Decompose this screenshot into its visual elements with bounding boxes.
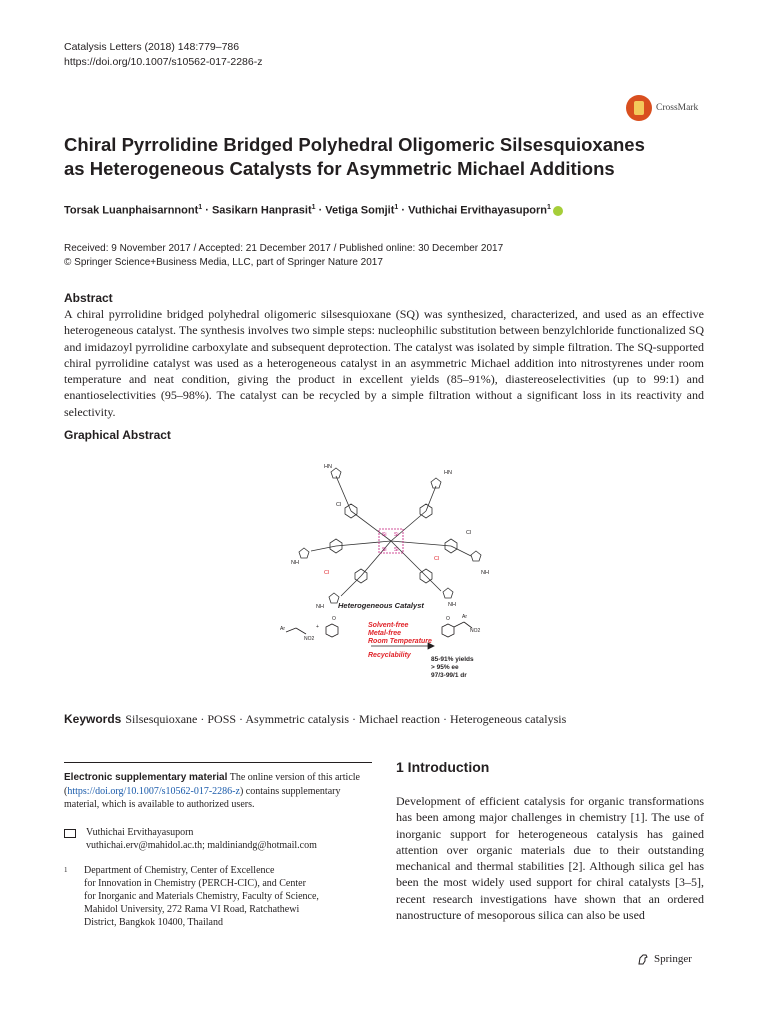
reaction-conditions — [368, 622, 432, 659]
journal-header — [64, 40, 262, 70]
esm-label: Electronic supplementary material — [64, 772, 228, 783]
svg-text:Ar: Ar — [462, 614, 467, 620]
affiliation-line: District, Bangkok 10400, Thailand — [84, 917, 223, 928]
svg-text:Si: Si — [382, 547, 387, 553]
svg-text:Cl: Cl — [336, 502, 342, 508]
affiliation-line: for Inorganic and Materials Chemistry, Faculty of Science, — [84, 891, 319, 902]
svg-text:NH: NH — [291, 560, 299, 566]
author-name: Vuthichai Ervithayasuporn — [408, 204, 548, 217]
corresponding-emails[interactable]: vuthichai.erv@mahidol.ac.th; maldiniandg@hotmail.com — [86, 840, 317, 851]
corresponding-author — [64, 826, 374, 852]
esm-doi-link[interactable]: https://doi.org/10.1007/s10562-017-2286-z — [67, 785, 240, 797]
footnote-divider — [64, 762, 372, 763]
springer-horse-icon — [636, 952, 650, 966]
condition-solvent-free: Solvent-free — [368, 622, 409, 629]
svg-text:NH: NH — [448, 602, 456, 608]
esm-text-2: ) contains supplementary material, which is available to authorized users. — [64, 785, 341, 810]
author-name: Torsak Luanphaisarnnont — [64, 204, 199, 217]
publication-dates — [64, 242, 503, 270]
svg-text:O: O — [446, 616, 450, 622]
keywords-label: Keywords — [64, 712, 122, 726]
corresponding-name: Vuthichai Ervithayasuporn — [86, 827, 194, 838]
svg-text:Si: Si — [394, 547, 399, 553]
condition-recyclability: Recyclability — [368, 652, 411, 659]
title-line-1: Chiral Pyrrolidine Bridged Polyhedral Oligomeric Silsesquioxanes — [64, 134, 645, 155]
author-affiliation-mark: 1 — [394, 204, 399, 211]
svg-text:Si: Si — [394, 532, 399, 538]
molecule-labels — [291, 464, 489, 610]
svg-text:+: + — [316, 624, 319, 630]
affiliation-line: Mahidol University, 272 Rama VI Road, Ratchathewi — [84, 904, 300, 915]
orcid-icon[interactable] — [553, 206, 563, 216]
affiliation-note — [64, 864, 374, 929]
reaction-results — [431, 656, 474, 679]
dates-line: Received: 9 November 2017 / Accepted: 21 December 2017 / Published online: 30 December 2017 — [64, 243, 504, 254]
title-line-2: as Heterogeneous Catalysts for Asymmetric Michael Additions — [64, 158, 615, 179]
svg-text:HN: HN — [324, 464, 332, 470]
author-affiliation-mark: 1 — [547, 204, 551, 211]
condition-room-temperature: Room Temperature — [368, 638, 432, 645]
abstract-heading: Abstract — [64, 291, 113, 305]
result-yields: 85-91% yields — [431, 656, 474, 663]
supplementary-note — [64, 771, 374, 812]
affiliation-line: Department of Chemistry, Center of Excellence — [84, 865, 275, 876]
author-affiliation-mark: 1 — [198, 204, 203, 211]
keywords-text: Silsesquioxane · POSS · Asymmetric catalysis · Michael reaction · Heterogeneous catalysis — [125, 712, 567, 726]
keywords-line — [64, 712, 566, 727]
affiliation-number: 1 — [64, 866, 68, 874]
author-name: Vetiga Somjit — [325, 204, 395, 217]
svg-text:NH: NH — [481, 570, 489, 576]
introduction-text: Development of efficient catalysis for organic transformations has been among major challenges in chemistry [1]. The use of inorganic support for heterogeneous catalysis has gained attention over organic materials due to their outstanding mechanical and thermal stabilities [2]. Although silica gel has been the most widely used support for chiral catalysts [3–5], recent research investigations have shown that an ordered nanostructure of mesoporous silica can also be used — [396, 794, 704, 923]
pos-cage-structure — [299, 468, 481, 603]
result-dr: 97/3-99/1 dr — [431, 672, 467, 679]
graphical-abstract-heading: Graphical Abstract — [64, 428, 171, 442]
author-name: Sasikarn Hanprasit — [211, 204, 312, 217]
crossmark-label: CrossMark — [656, 103, 699, 113]
copyright-line: © Springer Science+Business Media, LLC, part of Springer Nature 2017 — [64, 257, 383, 268]
svg-text:NH: NH — [316, 604, 324, 610]
svg-text:Si: Si — [382, 532, 387, 538]
svg-text:NO2: NO2 — [304, 636, 315, 642]
introduction-heading: 1 Introduction — [396, 759, 490, 775]
catalyst-caption: Heterogeneous Catalyst — [338, 601, 424, 610]
svg-text:Ar: Ar — [280, 626, 285, 632]
paper-title — [64, 133, 704, 181]
crossmark-icon — [626, 95, 652, 121]
esm-text-1: The online version of this article ( — [64, 772, 360, 797]
condition-metal-free: Metal-free — [368, 630, 402, 637]
svg-text:Cl: Cl — [324, 570, 330, 576]
graphical-abstract-figure — [276, 456, 506, 686]
svg-text:Cl: Cl — [466, 530, 472, 536]
svg-text:NO2: NO2 — [470, 628, 481, 634]
svg-text:Cl: Cl — [434, 556, 440, 562]
svg-text:O: O — [332, 616, 336, 622]
crossmark-badge[interactable] — [626, 92, 716, 124]
result-ee: > 95% ee — [431, 664, 459, 671]
author-list: Torsak Luanphaisarnnont$^1$ · Sasikarn Hanprasit$^1$ · Vetiga Somjit$^1$ · Vuthichai Ervithayasuporn$^1$ — [64, 204, 563, 217]
publisher-footer — [636, 952, 692, 966]
journal-citation: Catalysis Letters (2018) 148:779–786 — [64, 41, 240, 53]
publisher-name: Springer — [654, 953, 692, 965]
envelope-icon — [64, 829, 76, 838]
svg-text:HN: HN — [444, 470, 452, 476]
doi-link[interactable]: https://doi.org/10.1007/s10562-017-2286-z — [64, 56, 263, 68]
abstract-text: A chiral pyrrolidine bridged polyhedral oligomeric silsesquioxane (SQ) was synthesized, characterized, and used as an effective heterogeneous catalyst. The synthesis involves two simple steps: nucleophilic substitution between benzylchloride functionalized SQ and imidazoyl pyrrolidine carboxylate and subsequent deprotection. The catalyst was isolated by simple filtration. The SQ-supported chiral pyrrolidine catalyst was used as a heterogeneous catalyst in an asymmetric Michael addition into nitrostyrenes under room temperature and neat condition, giving the product in excellent yields (85–91%), diastereoselectivities (up to 99:1) and enantioselectivities (95–98%). The catalyst can be recycled by a simple filtration without a significant loss in its reactivity and selectivity. — [64, 307, 704, 419]
affiliation-line: for Innovation in Chemistry (PERCH-CIC), and Center — [84, 878, 306, 889]
author-affiliation-mark: 1 — [311, 204, 316, 211]
